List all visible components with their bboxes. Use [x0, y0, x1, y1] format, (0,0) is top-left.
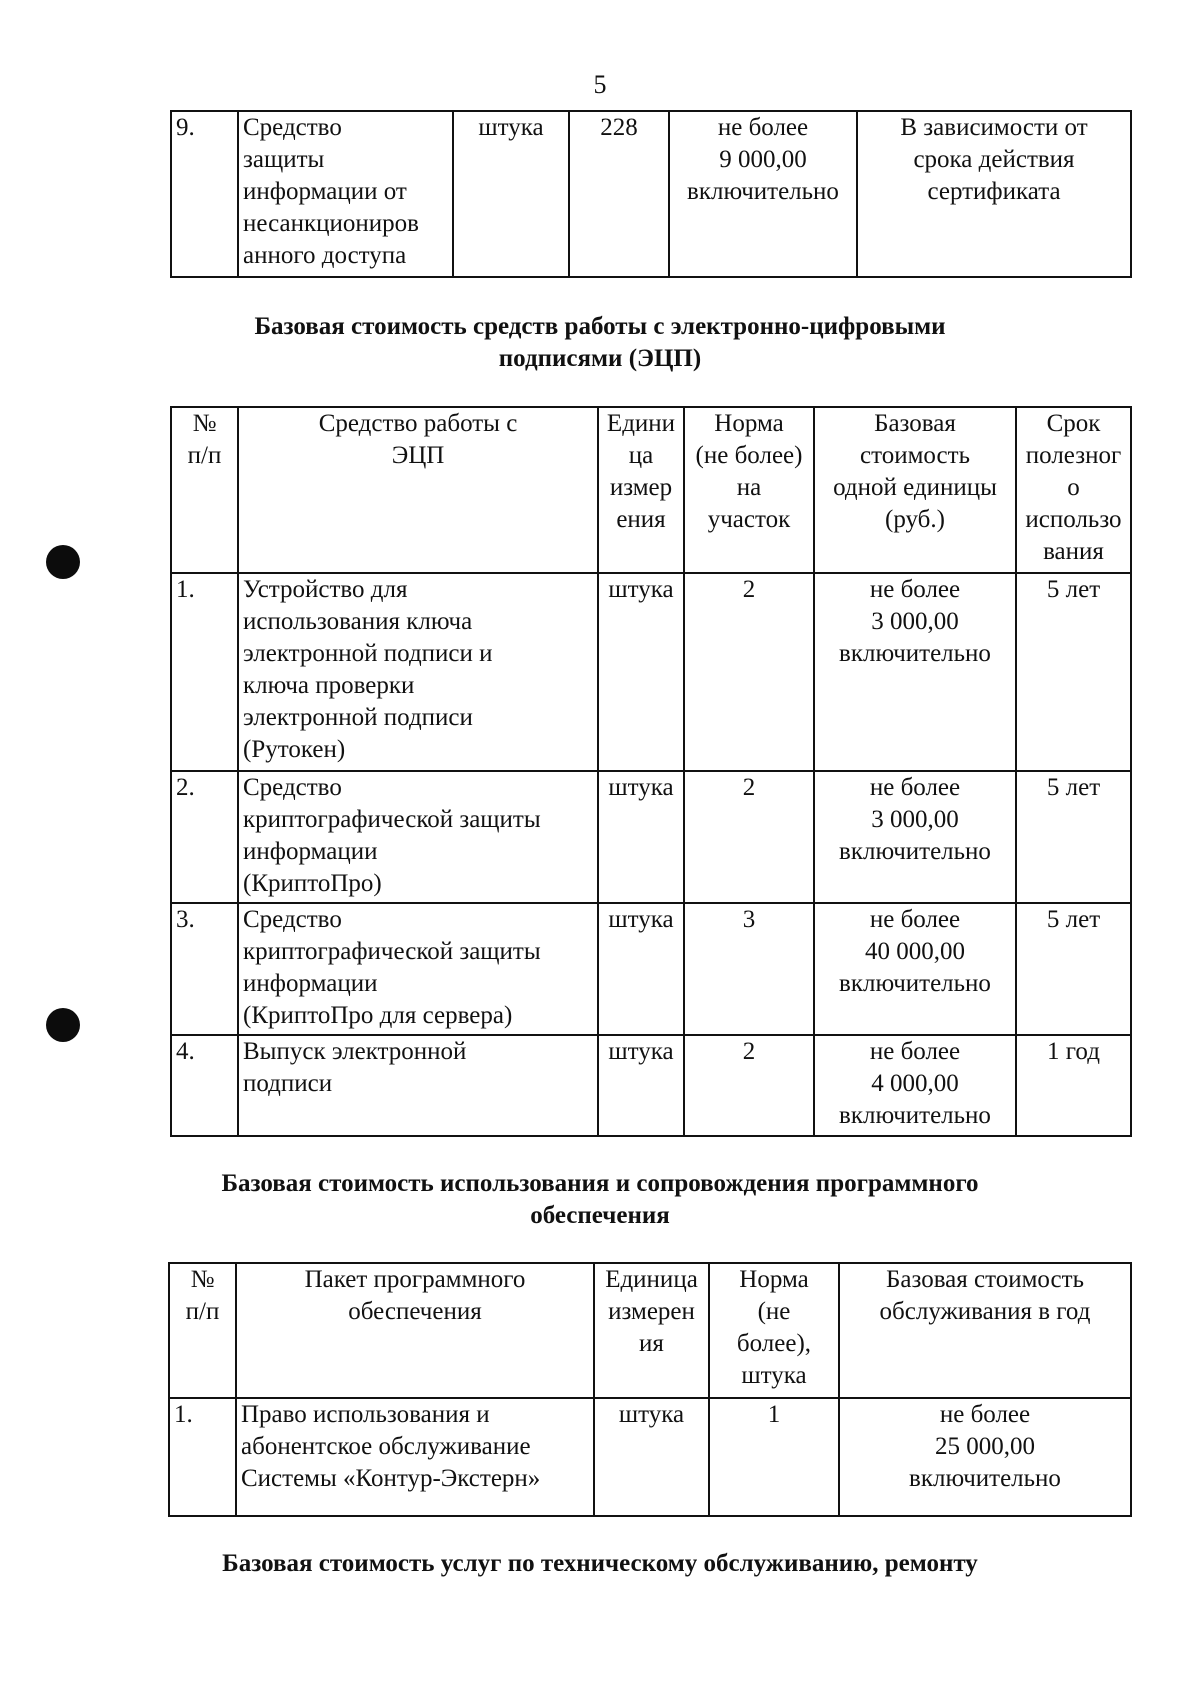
price: не более 4 000,00 включительно [814, 1035, 1016, 1136]
term: 5 лет [1016, 573, 1131, 771]
header-name: Средство работы с ЭЦП [238, 407, 598, 573]
unit: штука [598, 573, 684, 771]
item-name: Средство криптографической защиты информации (КриптоПро для сервера) [238, 903, 598, 1035]
term: 5 лет [1016, 771, 1131, 903]
unit: штука [598, 1035, 684, 1136]
heading-software: Базовая стоимость использования и сопровождения программного обеспечения [221, 1170, 979, 1229]
unit: штука [598, 903, 684, 1035]
price: не более 40 000,00 включительно [814, 903, 1016, 1035]
heading-ecp: Базовая стоимость средств работы с электронно-цифровыми подписями (ЭЦП) [254, 313, 946, 372]
norm: 2 [684, 771, 814, 903]
table-header-row [171, 407, 1131, 573]
page-number: 5 [593, 70, 607, 99]
table-row [171, 771, 1131, 903]
quantity: 228 [569, 111, 669, 277]
heading-service: Базовая стоимость услуг по техническому обслуживанию, ремонту [222, 1550, 978, 1577]
unit: штука [598, 771, 684, 903]
punch-hole [46, 545, 80, 579]
table-software [168, 1262, 1132, 1517]
header-name: Пакет программного обеспечения [236, 1263, 594, 1398]
header-num: № п/п [169, 1263, 236, 1398]
item-name: Средство криптографической защиты информации (КриптоПро) [238, 771, 598, 903]
term: В зависимости от срока действия сертификата [857, 111, 1131, 277]
table-row [169, 1398, 1131, 1516]
row-number: 3. [171, 903, 238, 1035]
header-unit: Единица измерен ия [594, 1263, 709, 1398]
header-norm: Норма (не более) на участок [684, 407, 814, 573]
row-number: 2. [171, 771, 238, 903]
unit: штука [594, 1398, 709, 1516]
table-row [171, 1035, 1131, 1136]
item-name: Средство защиты информации от несанкциониров анного доступа [238, 111, 453, 277]
price: не более 3 000,00 включительно [814, 771, 1016, 903]
item-name: Право использования и абонентское обслуживание Системы «Контур-Экстерн» [236, 1398, 594, 1516]
unit: штука [453, 111, 569, 277]
norm: 2 [684, 1035, 814, 1136]
header-norm: Норма (не более), штука [709, 1263, 839, 1398]
header-price: Базовая стоимость одной единицы (руб.) [814, 407, 1016, 573]
table-row [171, 903, 1131, 1035]
price: не более 25 000,00 включительно [839, 1398, 1131, 1516]
price: не более 3 000,00 включительно [814, 573, 1016, 771]
row-number: 4. [171, 1035, 238, 1136]
table-continuation [170, 110, 1132, 278]
table-ecp [170, 406, 1132, 1137]
table-row [171, 573, 1131, 771]
table-row [171, 111, 1131, 277]
header-term: Срок полезног о использо вания [1016, 407, 1131, 573]
price: не более 9 000,00 включительно [669, 111, 857, 277]
header-num: № п/п [171, 407, 238, 573]
norm: 3 [684, 903, 814, 1035]
item-name: Устройство для использования ключа электронной подписи и ключа проверки электронной подписи (Рутокен) [238, 573, 598, 771]
norm: 2 [684, 573, 814, 771]
term: 1 год [1016, 1035, 1131, 1136]
row-number: 9. [171, 111, 238, 277]
item-name: Выпуск электронной подписи [238, 1035, 598, 1136]
table-header-row [169, 1263, 1131, 1398]
term: 5 лет [1016, 903, 1131, 1035]
header-price: Базовая стоимость обслуживания в год [839, 1263, 1131, 1398]
norm: 1 [709, 1398, 839, 1516]
row-number: 1. [169, 1398, 236, 1516]
row-number: 1. [171, 573, 238, 771]
header-unit: Едини ца измер ения [598, 407, 684, 573]
punch-hole [46, 1008, 80, 1042]
